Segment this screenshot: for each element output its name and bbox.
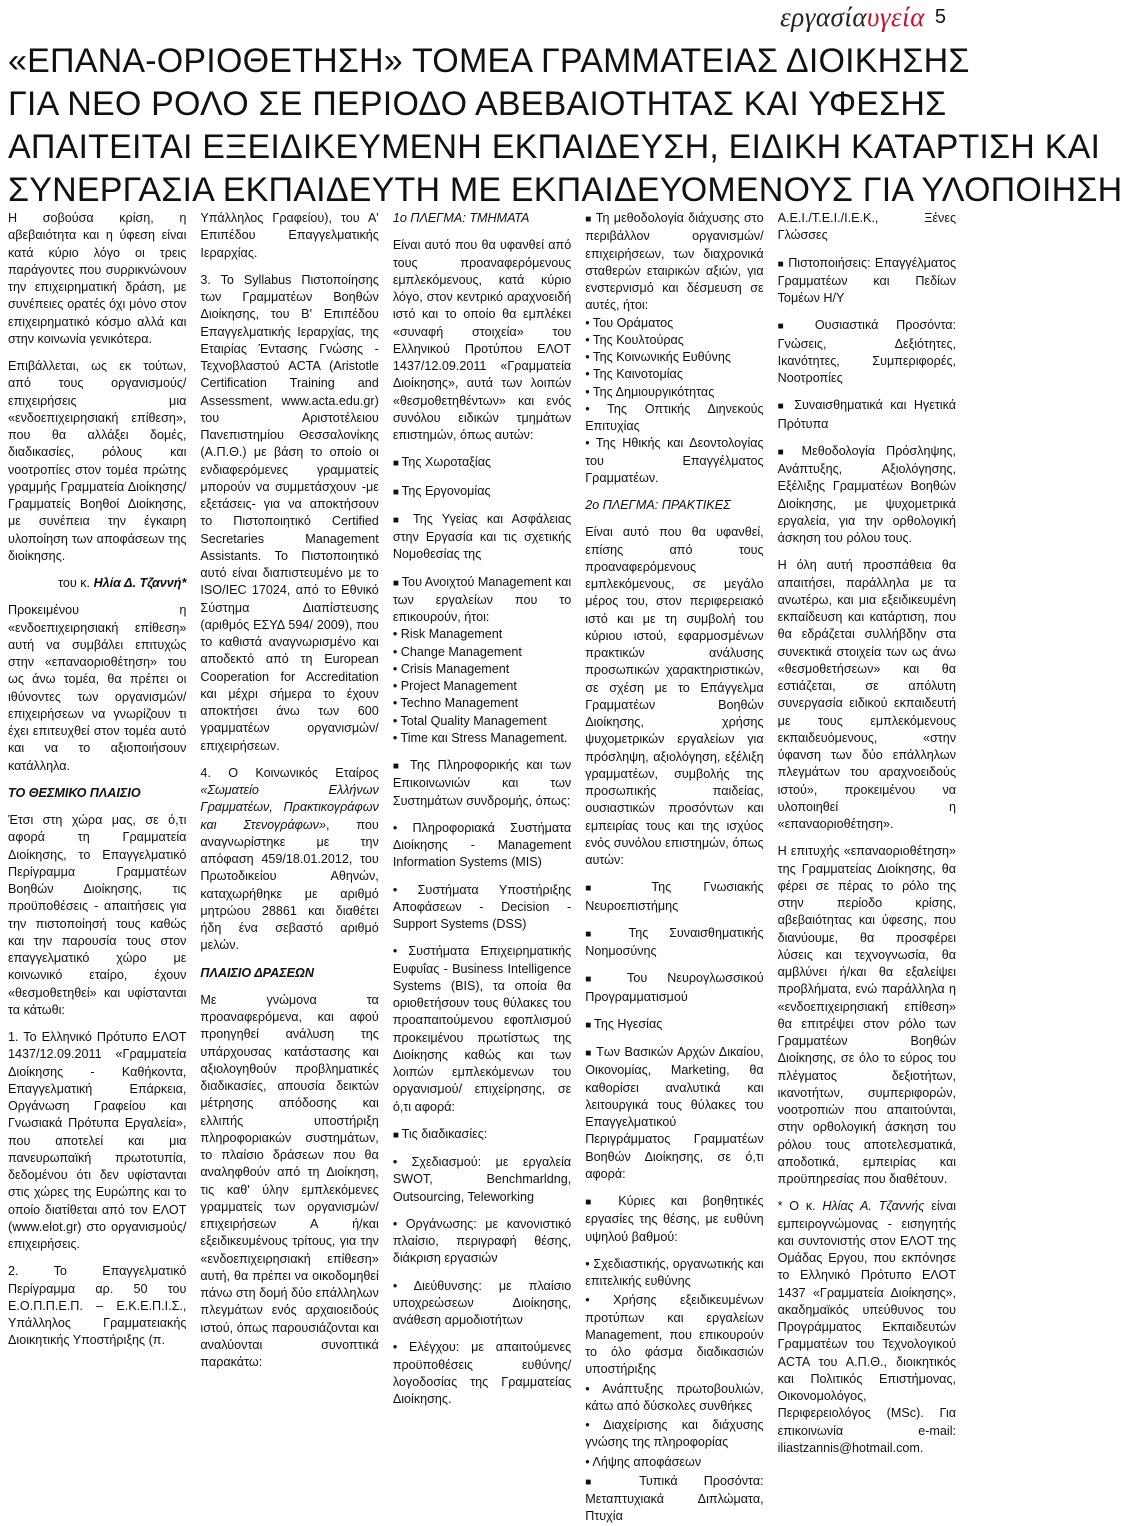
column-2: [200, 210, 378, 1370]
square-bullet-item: ■ Συναισθηματικά και Ηγετικά Πρότυπα: [778, 397, 956, 433]
author-note: * Ο κ. Ηλίας Α. Τζαννής είναι εμπειρογνώμονας - εισηγητής και συντονιστής στον ΕΛΟΤ της Ομάδας Εργου, που εκπόνησε το Ελληνικό Πρότυπο ΕΛΟΤ 1437 «Γραμματεία Διοίκησης», ακαδημαϊκός υπεύθυνος του Προγράμματος Εκπαιδευτών Γραμματέων του Τεχνολογικού ACTA του Α.Π.Θ., διοικητικός και Πολιτικός Επιστήμονας, Οικονομολόγος, Περιφερειολόγος (MSc). Για επικοινωνία e-mail: iliastzannis@hotmail.com.: [777, 1199, 957, 1455]
masthead: [780, 1, 946, 32]
paragraph: 2. Το Επαγγελματικό Περίγραμμα αρ. 50 του Ε.Ο.Π.Π.Ε.Π. – Ε.Κ.Ε.Π.Ι.Σ., Υπάλληλος Γραμματειακής Διοικητικής Υποστήριξης (π.: [8, 1264, 187, 1348]
list-item: • Της Δημιουργικότητας: [585, 384, 715, 399]
paragraph: 1. Το Ελληνικό Πρότυπο ΕΛΟΤ 1437/12.09.2011 «Γραμματεία Διοίκησης - Καθήκοντα, Επαγγελματική Επάρκεια, Οργάνωση Γραφείου και Γνωσιακά Πρότυπα Εργαλεία», που αποτελεί και μια πανευρωπαϊκή πρωτοτυπία, δεδομένου ότι δεν υφίστανται στις χώρες της Ευρώπης και το οποίο διατίθεται από τον ΕΛΟΤ (www.elot.gr) στο οργανισμούς/επιχειρήσεις.: [8, 1030, 187, 1251]
paragraph: 3. Το Syllabus Πιστοποίησης των Γραμματέων Βοηθών Διοίκησης, του Β' Επιπέδου Επαγγελματικής Ιεραρχίας, της Εταιρίας Έντασης Γνώσης - Τεχνοβλαστού ACTA (Aristotle Certification Training and Assessment, www.acta.edu.gr) του Αριστοτέλειου Πανεπιστημίου Θεσσαλονίκης (Α.Π.Θ.) με βάση το οποίο οι ενδιαφερόμενες γραμματείς μπορούν να συμμετάσχουν -με εξετάσεις- για να αποκτήσουν το Πιστοποιητικό Certified Secretaries Management Assistants. Το Πιστοποιητικό αυτό είναι διαπιστευμένο με το ISO/IEC 17024, από το Εθνικό Σύστημα Διαπίστευσης (αριθμός ΕΣΥΔ 594/ 2009), που το καθιστά αναγνωρισμένο και αποδεκτό από τη European Cooperation for Accreditation και μέχρι σήμερα το έχουν αποκτήσει άνω των 600 γραμματέων οργανισμών/επιχειρήσεων.: [200, 272, 379, 753]
list-item: • Techno Management: [392, 696, 519, 711]
paragraph: • Ελέγχου: με απαιτούμενες προϋποθέσεις ευθύνης/λογοδοσίας της Γραμματείας Διοίκησης.: [392, 1340, 572, 1406]
list-item: • Του Οράματος: [585, 315, 674, 330]
list-item: • Crisis Management: [392, 661, 510, 676]
square-bullet-item: ■ Τη μεθοδολογία διάχυσης στο περιβάλλον οργανισμών/επιχειρήσεων, των διαχρονικά σταθερών εταιρικών αξιών, για ενστερνισμό και δέσμευση σε αυτές, ήτοι:: [585, 210, 763, 315]
paragraph: • Οργάνωσης: με κανονιστικό πλαίσιο, περιγραφή θέσης, διάκριση εργασιών: [392, 1216, 572, 1266]
article-columns: [8, 210, 957, 1524]
square-bullet-item: ■ Της Πληροφορικής και των Επικοινωνιών και των Συστημάτων συνδρομής, όπως:: [393, 757, 571, 810]
paragraph: • Πληροφοριακά Συστήματα Διοίκησης - Management Information Systems (MIS): [392, 820, 572, 870]
list-item: • Της Κοινωνικής Ευθύνης: [585, 350, 731, 364]
bullet-list: [585, 315, 763, 401]
column-5: [777, 210, 957, 1455]
headline-line-3: ΑΠΑΙΤΕΙΤΑΙ ΕΞΕΙΔΙΚΕΥΜΕΝΗ ΕΚΠΑΙΔΕΥΣΗ, ΕΙΔΙΚΗ ΚΑΤΑΡΤΙΣΗ ΚΑΙ: [8, 128, 1101, 166]
section-heading: ΤΟ ΘΕΣΜΙΚΟ ΠΛΑΙΣΙΟ: [8, 785, 141, 800]
list-item: • Risk Management: [392, 627, 503, 642]
paragraph: 4. Ο Κοινωνικός Εταίρος «Σωματείο Ελλήνων Γραμματέων, Πρακτικογράφων και Στενογράφων», που αναγνωρίστηκε με την απόφαση 459/18.01.2012, του Πρωτοδικείου Αθηνών, καταχωρήθηκε με αριθμό μητρώου 28861 και διαθέτει ήδη ένα σεβαστό αριθμό μελών.: [200, 765, 379, 953]
paragraph: • Συστήματα Επιχειρηματικής Ευφυΐας - Business Intelligence Systems (BIS), τα οποία θα οριοθετήσουν τους θύλακες του προαπαιτούμενου εφοπλισμού προκειμένου πρωτίστως της Διοίκησης καθώς και των λοιπών εμπλεκόμενων του οργανισμού/ επιχείρησης, σε ό,τι αφορά:: [392, 944, 572, 1114]
square-bullet-item: ■ Της Γνωσιακής Νευροεπιστήμης: [585, 879, 763, 915]
paragraph: Με γνώμονα τα προαναφερόμενα, και αφού προηγηθεί ανάλυση της υπάρχουσας κατάστασης και αξιολογηθούν προβληματικές διαδικασίες, απουσία δεικτών μέτρησης απόδοσης και ελλιπής υποστήριξη πληροφοριακών συστημάτων, το πλαίσιο δράσεων που θα αναληφθούν από τη Διοίκηση, τις καθ' ύλην εμπλεκόμενες γραμματείς των οργανισμών/επιχειρήσεων Α ή/και εξειδικευμένους τρίτους, για την «ενδοεπιχειρησιακή επίθεση» αυτή, θα πρέπει να οικοδομηθεί πάνω στη δομή δύο επάλληλων πλεγμάτων ενός αρχαιοειδούς ιστού, όπως παρουσιάζονται και αναλύονται συνοπτικά παρακάτω:: [200, 992, 379, 1369]
column-1: [8, 210, 186, 1370]
square-bullet-item: ■ Κύριες και βοηθητικές εργασίες της θέσης, με ευθύνη υψηλού βαθμού:: [585, 1193, 763, 1246]
newspaper-logo: εργασίαυγεία: [780, 1, 925, 32]
square-bullet-item: ■ Της Συναισθηματικής Νοημοσύνης: [585, 925, 763, 961]
square-bullet-item: ■ Της Εργονομίας: [393, 483, 571, 501]
headline-line-4: ΣΥΝΕΡΓΑΣΙΑ ΕΚΠΑΙΔΕΥΤΗ ΜΕ ΕΚΠΑΙΔΕΥΟΜΕΝΟΥΣ ΓΙΑ ΥΛΟΠΟΙΗΣΗ: [8, 171, 1122, 209]
square-bullet-item: ■ Της Ηγεσίας: [585, 1016, 763, 1034]
square-bullet-item: ■ Πιστοποιήσεις: Επαγγέλματος Γραμματέων και Πεδίων Τομέων Η/Υ: [778, 255, 956, 308]
square-bullet-item: ■ Μεθοδολογία Πρόσληψης, Ανάπτυξης, Αξιολόγησης, Εξέλιξης Γραμματέων Βοηθών Διοίκησης, με ψυχομετρικά εργαλεία, για την ορθολογική άσκηση του ρόλου τους.: [778, 443, 956, 548]
paragraph: Είναι αυτό που θα υφανθεί, επίσης από τους προαναφερόμενους εμπλεκόμενους, σε μεγάλο μέρος του, στον περιφερειακό ιστό και με τη συμβολή του κύριου ιστού, εφαρμοσμένων πρακτικών ανάλυσης προσωπικών χαρακτηριστικών, σε σχέση με το Επάγγελμα Γραμματέων Βοηθών Διοίκησης, χρήσης ψυχομετρικών εργαλείων για πρόσληψη, αξιολόγηση, εξέλιξη γραμματέων, συμβολής της προσωπικής παιδείας, ουσιαστικών προσόντων και εμπειρίας τους και της ισχύος ενός συνόλου επιστημών, όπως αυτών:: [585, 525, 764, 867]
section-heading: 2ο ΠΛΕΓΜΑ: ΠΡΑΚΤΙΚΕΣ: [585, 498, 731, 512]
paragraph: Υπάλληλος Γραφείου), του Α' Επιπέδου Επαγγελματικής Ιεραρχίας.: [200, 211, 379, 260]
square-bullet-item: ■ Του Νευρογλωσσικού Προγραμματισμού: [585, 970, 763, 1006]
paragraph: Α.Ε.Ι./Τ.Ε.Ι./Ι.Ε.Κ., Ξένες Γλώσσες: [777, 211, 957, 243]
list-item: • Της Κουλτούρας: [585, 332, 684, 347]
square-bullet-item: ■ Του Ανοιχτού Management και των εργαλείων που το επικουρούν, ήτοι:: [393, 574, 571, 627]
square-bullet-item: ■ Της Υγείας και Ασφάλειας στην Εργασία και τις σχετικής Νομοθεσίας της: [393, 511, 571, 564]
section-heading: 1ο ΠΛΕΓΜΑ: ΤΜΗΜΑΤΑ: [392, 211, 530, 225]
column-4: [585, 210, 764, 1524]
paragraph: • Χρήσης εξειδικευμένων προτύπων και εργαλείων Management, που επικουρούν το όλο φάσμα διαδικασιών υποστήριξης: [585, 1293, 764, 1377]
headline-line-1: «ΕΠΑΝΑ-ΟΡΙΟΘΕΤΗΣΗ» ΤΟΜΕΑ ΓΡΑΜΜΑΤΕΙΑΣ ΔΙΟΙΚΗΣΗΣ: [8, 42, 970, 80]
page-number: 5: [934, 5, 946, 28]
square-bullet-item: ■ Τυπικά Προσόντα: Μεταπτυχιακά Διπλώματα, Πτυχία: [585, 1473, 763, 1526]
article-headline: [8, 40, 1122, 212]
list-item: • Της Καινοτομίας: [585, 367, 683, 382]
paragraph: • Σχεδιαστικής, οργανωτικής και επιτελικής ευθύνης: [585, 1256, 764, 1288]
section-heading: ΠΛΑΙΣΙΟ ΔΡΑΣΕΩΝ: [200, 965, 314, 980]
list-item: • Time και Stress Management.: [392, 730, 568, 745]
list-item: • Project Management: [392, 679, 517, 693]
square-bullet-item: ■ Της Χωροταξίας: [393, 454, 571, 472]
paragraph: • Διαχείρισης και διάχυσης γνώσης της πληροφορίας: [585, 1418, 764, 1450]
paragraph: • Διεύθυνσης: με πλαίσιο υποχρεώσεων Διοίκησης, ανάθεση αρμοδιοτήτων: [392, 1278, 572, 1327]
paragraph: • Της Οπτικής Διηνεκούς Επιτυχίας: [585, 401, 764, 433]
paragraph: Είναι αυτό που θα υφανθεί από τους προαναφερόμενους εμπλεκόμενους, κατά κύριο λόγο, στον κεντρικό αραχνοειδή ιστό και το οποίο θα εμπλέκει «συναφή στοιχεία» του Ελληνικού Προτύπου ΕΛΟΤ 1437/12.09.2011 «Γραμματεία Διοίκησης», αυτά των λοιπών «θεσμοθετηθέντων» και ενός συνόλου ειδικών τμημάτων επιστημών, όπως αυτών:: [392, 238, 572, 442]
paragraph: Προκειμένου η «ενδοεπιχειρησιακή επίθεση» αυτή να συμβάλει επιτυχώς στην «επαναοριοθέτηση» του ως άνω τομέα, θα πρέπει οι ιθύνοντες των οργανισμών/επιχειρήσεων να γνωρίζουν τι έχει επιτευχθεί στον τομέα αυτό και να το αξιοποιήσουν κατάλληλα.: [8, 603, 187, 773]
paragraph: Η επιτυχής «επαναοριοθέτηση» της Γραμματείας Διοίκησης, θα φέρει σε πέρας το ρόλο της στην περίοδο κρίσης, αβεβαιότητας και ύφεσης, που διανύουμε, θα προσφέρει λύσεις και τεχνογνωσία, θα αμβλύνει ή/και θα εξαλείψει προβλήματα, ενώ παράλληλα η «ενδοεπιχειρησιακή επίθεση» θα επιτρέψει στον ρόλο των Γραμματέων Βοηθών Διοίκησης, σε όλο το εύρος του πλέγματος δεξιοτήτων, ικανοτήτων, συμπεριφορών, νοοτροπιών που απαιτούνται, στην ορθολογική άσκηση του ρόλου τους αποτελεσματικά, αποδοτικά, εμπειρίας και προϋπηρεσίας που διαθέτουν.: [777, 844, 957, 1186]
paragraph: Έτσι στη χώρα μας, σε ό,τι αφορά τη Γραμματεία Διοίκησης, το Επαγγελματικό Περίγραμμα Γραμματέων Βοηθών Διοίκησης, τις προϋποθέσεις - απαιτήσεις για την πιστοποίησή τους καθώς και την παρουσία τους στον επαγγελματικό χώρο με κοινωνικό εταίρο, έχουν «θεσμοθετηθεί» και υφίστανται τα κάτωθι:: [8, 813, 187, 1017]
square-bullet-item: ■ Ουσιαστικά Προσόντα: Γνώσεις, Δεξιότητες, Ικανότητες, Συμπεριφορές, Νοοτροπίες: [778, 317, 956, 387]
paragraph: • Ανάπτυξης πρωτοβουλιών, κάτω από δύσκολες συνθήκες: [585, 1381, 764, 1413]
paragraph: Η σοβούσα κρίση, η αβεβαιότητα και η ύφεση είναι κατά κύριο λόγο οι τρεις παράγοντες που συρρικνώνουν την επιχειρηματική δράση, με συνέπειες ορατές όχι μόνο στον επιχειρηματικό κόσμο αλλά και στην κοινωνία γενικότερα.: [8, 211, 187, 346]
paragraph: • Σχεδιασμού: με εργαλεία SWOT, Benchmarldng, Outsourcing, Teleworking: [392, 1155, 572, 1204]
paragraph: • Συστήματα Υποστήριξης Αποφάσεων - Decision - Support Systems (DSS): [392, 882, 572, 931]
author-byline: του κ. Ηλία Δ. Τζαννή*: [58, 576, 187, 590]
association-name: «Σωματείο Ελλήνων Γραμματέων, Πρακτικογράφων και Στενογράφων»: [200, 783, 379, 832]
paragraph: Η όλη αυτή προσπάθεια θα απαιτήσει, παράλληλα με τα ανωτέρω, και μια εξειδικευμένη εκπαίδευση και κατάρτιση, που θα εδράζεται συλλήβδην στα συνεκτικά στοιχεία των ως άνω «θεσμοθετήσεων» και θα εστιάζεται, σε απόλυτη συνεργασία ειδικού εκπαιδευτή με τους εμπλεκόμενους εκπαιδευόμενους, «στην ύφανση των δύο επάλληλων πλεγμάτων του αραχνοειδούς ιστού», προκειμένου να υλοποιηθεί η «επαναοριοθέτηση».: [777, 558, 957, 831]
list-item: • Change Management: [392, 644, 522, 659]
paragraph: • Λήψης αποφάσεων: [585, 1454, 702, 1469]
headline-line-2: ΓΙΑ ΝΕΟ ΡΟΛΟ ΣΕ ΠΕΡΙΟΔΟ ΑΒΕΒΑΙΟΤΗΤΑΣ ΚΑΙ ΥΦΕΣΗΣ: [8, 85, 947, 123]
paragraph: • Της Ηθικής και Δεοντολογίας του Επαγγέλματος Γραμματέων.: [585, 436, 764, 485]
list-item: • Total Quality Management: [392, 713, 547, 728]
bullet-list: [393, 626, 571, 747]
paragraph: Επιβάλλεται, ως εκ τούτων, από τους οργανισμούς/επιχειρήσεις μια «ενδοεπιχειρησιακή επίθεση», που θα αλλάξει δομές, διαδικασίες, ρόλους και νοοτροπίες στον τομέα πρώτης γραμμής Γραμματεία Διοίκησης/Γραμματείς Βοηθοί Διοίκησης, με συνέπεια την έγκαιρη υλοποίηση των αποφάσεων της διοίκησης.: [8, 359, 187, 563]
square-bullet-item: ■ Τις διαδικασίες:: [393, 1126, 571, 1144]
column-3: [392, 210, 572, 1406]
square-bullet-item: ■ Των Βασικών Αρχών Δικαίου, Οικονομίας, Marketing, θα καθορίσει αναλυτικά και λειτουργικά τους θύλακες του Επαγγελματικού Περιγράμματος Γραμματέων Βοηθών Διοίκησης, σε ό,τι αφορά:: [585, 1044, 763, 1183]
